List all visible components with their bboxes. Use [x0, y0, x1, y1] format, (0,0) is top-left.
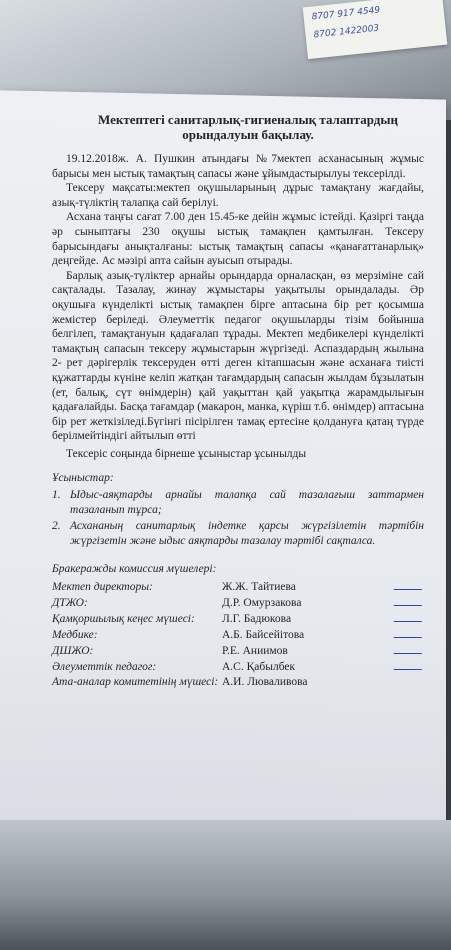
commission-row: [52, 659, 424, 675]
recommendation-number: 1.: [52, 489, 61, 502]
member-role: Әлеуметтік педагог:: [52, 661, 157, 674]
signature: [393, 579, 426, 590]
sticky-note-line: 8702 1422003: [313, 23, 380, 41]
plastic-sleeve: [0, 820, 451, 950]
commission-row: [52, 611, 424, 627]
member-name: А.И. Люваливова: [222, 676, 308, 689]
member-name: А.С. Қабылбек: [222, 661, 296, 674]
signature: [393, 595, 426, 606]
commission-heading: Бракеражды комиссия мүшелері:: [52, 563, 217, 576]
recommendations-heading: Ұсыныстар:: [52, 472, 114, 485]
paragraph: 19.12.2018ж. А. Пушкин атындағы №7мектеп асханасының жұмыс барысы мен ыстық тамақтың сапасы және ұйымдастырылуы тексерілді.: [52, 153, 424, 180]
signature: [393, 627, 426, 638]
commission-row: [52, 643, 424, 659]
commission-row: [52, 579, 424, 595]
commission-row: [52, 675, 424, 691]
member-role: Ата-аналар комитетінің мүшесі:: [52, 676, 219, 689]
document-body: [52, 112, 424, 691]
member-name: Р.Е. Аниимов: [222, 645, 288, 658]
signature: [393, 611, 426, 622]
sticky-note-line: 8707 917 4549: [311, 5, 381, 23]
commission-row: [52, 627, 424, 643]
member-name: А.Б. Байсейітова: [222, 629, 305, 642]
member-role: ДТЖО:: [52, 597, 88, 610]
member-name: Ж.Ж. Тайтиева: [222, 581, 296, 594]
commission-row: [52, 595, 424, 611]
paragraph: Тексеріс соңында бірнеше ұсыныстар ұсынылды: [66, 447, 307, 460]
signature: [393, 659, 426, 670]
member-name: Л.Г. Бадюкова: [222, 613, 292, 626]
member-role: Мектеп директоры:: [52, 581, 153, 594]
member-role: Қамқоршылық кеңес мүшесі:: [52, 613, 195, 626]
recommendation-text: Ыдыс-аяқтарды арнайы талапқа сай тазалағыш заттармен тазаланып тұрса;: [70, 489, 424, 516]
signature: [393, 643, 426, 654]
document-title: Мектептегі санитарлық-гигиеналық талаптардың орындалуын бақылау.: [98, 112, 398, 142]
recommendation-item: [52, 519, 424, 548]
paragraph: Барлық азық-түліктер арнайы орындарда орналасқан, өз мерзіміне сай сақталады. Тазалау, жинау жұмыстары уақытылы орындалады. Әр оқушыға күнделікті ыстық тамақпен бірге аптасына бір рет қосымша жемістер беріледі. Әлеуметтік педагог оқушыларды тізім бойынша белгілеп, тамақтануын қадағалап тұрады. Мектеп медбикелері күнделікті тамақтың сапасын тексеру жұмыстарын жүргізеді. Аспаздардың жылына 2- рет дәрігерлік тексеруден өтті деген кітапшасын және асханаға тиісті құжаттарды күніне келіп жатқан тағамдардың сапасын жылдам бұзылатын (ет, балық, сүт өнімдерін) қай уақыттан қай уақытқа жарамдылығын қадағалайды. Басқа тағамдар (макарон, манка, күріш т.б. өнімдер) аптасына бір рет жеткізіледі.Бүгінгі пісірілген тамақ ертесіне қолдануға қатаң түрде берілмейтіндігі айтылып өтті: [52, 269, 424, 443]
paragraph: Асхана таңғы сағат 7.00 ден 15.45-ке дейін жұмыс істейді. Қазіргі таңда әр сыныптағы 230 оқушы ыстық тамақпен қамтылған. Тексеру барысындағы анықталғаны: ыстық тамақтың сапасы «қанағаттанарлық» деңгейде. Ас мәзірі апта сайын ауысып отырады.: [52, 211, 424, 268]
recommendation-item: [52, 488, 424, 517]
commission-list: [52, 562, 424, 691]
member-role: Медбике:: [52, 629, 98, 642]
recommendation-text: Асхананың санитарлық індетке қарсы жүргізілетін тәртібін жүргізетін және ыдыс аяқтарды тазалау тәртібі сақталса.: [70, 520, 424, 547]
recommendation-number: 2.: [52, 520, 61, 533]
member-role: ДШЖО:: [52, 645, 94, 658]
member-name: Д.Р. Омурзакова: [222, 597, 302, 610]
paragraph: Тексеру мақсаты:мектеп оқушыларының дұрыс тамақтану жағдайы, азық-түліктің талапқа сай берілуі.: [52, 182, 424, 209]
